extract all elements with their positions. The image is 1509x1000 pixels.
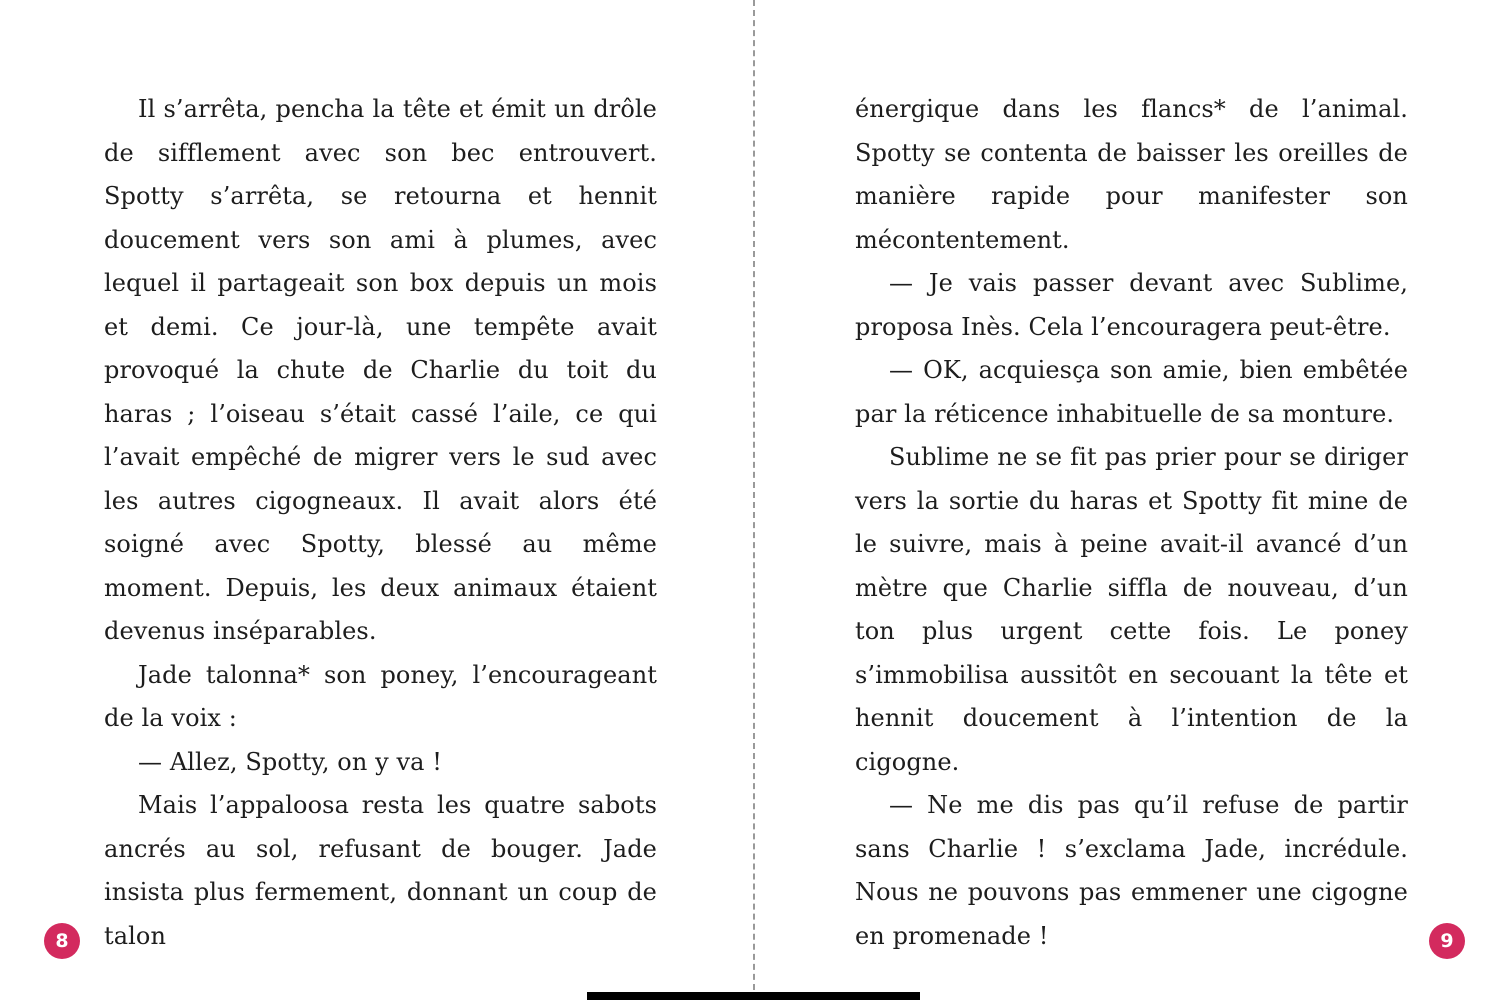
paragraph: Il s’arrêta, pencha la tête et émit un drôle de sifflement avec son bec entrouvert. Spotty s’arrêta, se retourna et hennit doucement vers son ami à plumes, avec lequel il partageait son box depuis un mois et demi. Ce jour-là, une tempête avait provoqué la chute de Charlie du toit du haras ; l’oiseau s’était cassé l’aile, ce qui l’avait empêché de migrer vers le sud avec les autres cigogneaux. Il avait alors été soigné avec Spotty, blessé au même moment. Depuis, les deux animaux étaient devenus inséparables. bbox=[104, 95, 657, 645]
page-number-badge-right: 9 bbox=[1429, 923, 1465, 959]
page-right-text bbox=[855, 88, 1408, 958]
paragraph-continuation: énergique dans les flancs* de l’animal. Spotty se contenta de baisser les oreilles de manière rapide pour manifester son mécontentement. bbox=[855, 95, 1408, 254]
paragraph: Mais l’appaloosa resta les quatre sabots ancrés au sol, refusant de bouger. Jade insista plus fermement, donnant un coup de talon bbox=[104, 791, 657, 950]
paragraph-dialogue: — Ne me dis pas qu’il refuse de partir sans Charlie ! s’exclama Jade, incrédule. Nous ne pouvons pas emmener une cigogne en promenade ! bbox=[855, 791, 1408, 950]
paragraph-dialogue: — OK, acquiesça son amie, bien embêtée par la réticence inhabituelle de sa monture. bbox=[855, 356, 1408, 428]
paragraph-dialogue: — Allez, Spotty, on y va ! bbox=[138, 747, 443, 776]
paragraph: Jade talonna* son poney, l’encourageant de la voix : bbox=[104, 660, 657, 732]
paragraph: Sublime ne se fit pas prier pour se diriger vers la sortie du haras et Spotty fit mine de le suivre, mais à peine avait-il avancé d’un mètre que Charlie siffla de nouveau, d’un ton plus urgent cette fois. Le poney s’immobilisa aussitôt en secouant la tête et hennit doucement à l’intention de la cigogne. bbox=[855, 443, 1408, 776]
page-number-badge-left: 8 bbox=[44, 923, 80, 959]
bottom-bar bbox=[587, 992, 920, 1000]
paragraph-dialogue: — Je vais passer devant avec Sublime, proposa Inès. Cela l’encouragera peut-être. bbox=[855, 269, 1408, 341]
page-left-text bbox=[104, 88, 657, 958]
page-divider-dashed-line bbox=[753, 0, 755, 1000]
